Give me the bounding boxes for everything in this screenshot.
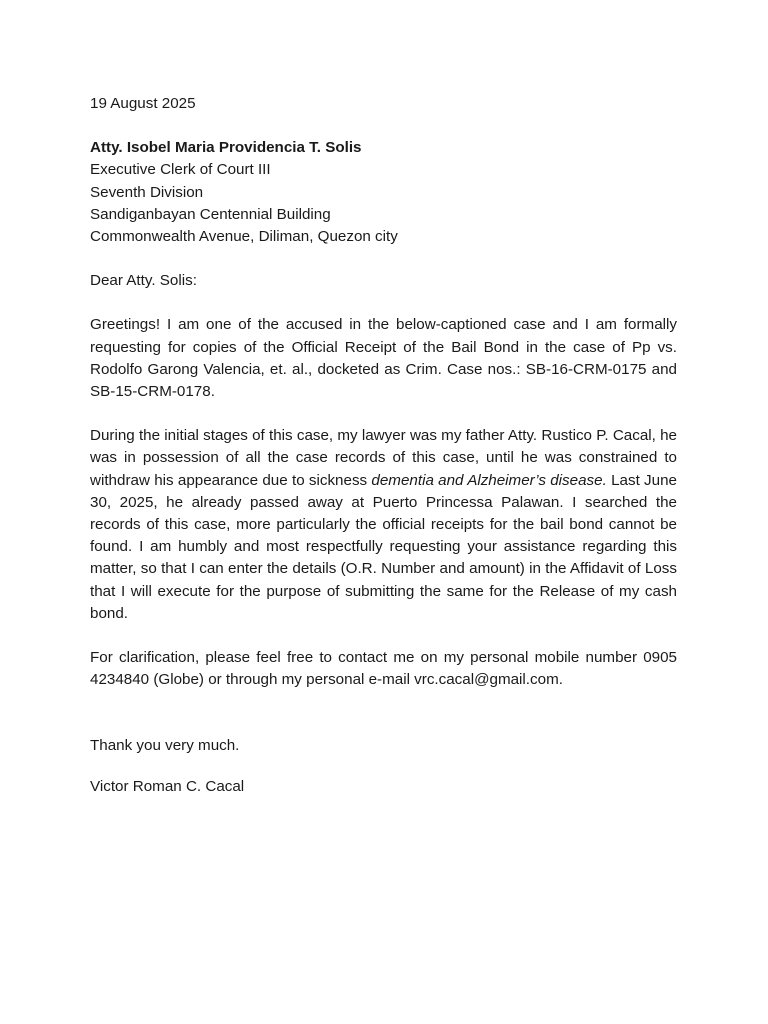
paragraph-background-text-1: During the initial stages of this case, my lawyer was my father Atty. Rustico P. Cacal, he was in possession of all the case records of this case, until he was constrained to withdraw his appearance due to sickness (90, 427, 677, 489)
closing-line: Thank you very much. (90, 737, 240, 755)
recipient-building: Sandiganbayan Centennial Building (90, 205, 331, 223)
salutation: Dear Atty. Solis: (90, 272, 197, 290)
letter-body (90, 93, 677, 798)
recipient-division: Seventh Division (90, 183, 204, 201)
paragraph-background (90, 425, 677, 625)
paragraph-background-text-2: Last June 30, 2025, he already passed away at Puerto Princessa Palawan. I searched the records of this case, more particularly the official receipts for the bail bond cannot be found. I am humbly and most respectfully requesting your assistance regarding this matter, so that I can enter the details (O.R. Number and amount) in the Affidavit of Loss that I will execute for the purpose of submitting the same for the Release of my cash bond. (90, 471, 677, 622)
signature-name: Victor Roman C. Cacal (90, 777, 245, 795)
paragraph-contact: For clarification, please feel free to contact me on my personal mobile number 0905 4234840 (Globe) or through my personal e-mail vrc.cacal@gmail.com. (90, 649, 677, 689)
paragraph-background-emphasis: dementia and Alzheimer’s disease. (371, 471, 607, 489)
recipient-name: Atty. Isobel Maria Providencia T. Solis (90, 139, 362, 157)
recipient-street-address: Commonwealth Avenue, Diliman, Quezon city (90, 228, 398, 246)
recipient-title: Executive Clerk of Court III (90, 161, 271, 179)
recipient-address (90, 137, 677, 248)
paragraph-request: Greetings! I am one of the accused in the below-captioned case and I am formally requesting for copies of the Official Receipt of the Bail Bond in the case of Pp vs. Rodolfo Garong Valencia, et. al., docketed as Crim. Case nos.: SB-16-CRM-0175 and SB-15-CRM-0178. (90, 316, 677, 401)
letter-date: 19 August 2025 (90, 95, 196, 112)
